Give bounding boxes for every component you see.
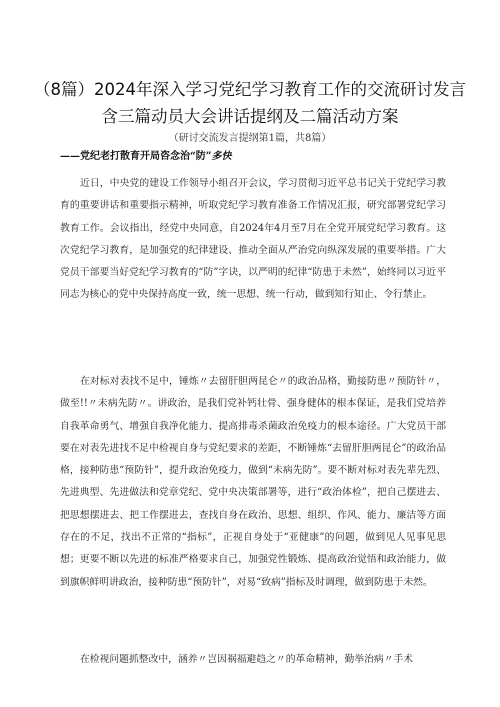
document-title (28, 76, 472, 130)
tagline-italic-text: 多快 (211, 151, 232, 162)
title-line-2: 含三篇动员大会讲话提纲及二篇活动方案 (101, 107, 399, 126)
body-paragraph-3: 在检视问题抓整改中，涵养〃岂因祸福避趋之〃的革命精神，勤举治病〃手术 (80, 654, 414, 665)
title-line-1: （8篇）2024年深入学习党纪学习教育工作的交流研讨发言 (34, 80, 466, 99)
section-tagline (60, 150, 232, 164)
document-subtitle: （研讨交流发言提纲第1篇，共8篇） (168, 133, 332, 144)
body-paragraph-2: 在对标对表找不足中，锤炼〃去留肝胆两昆仑〃的政治品格，勤接防患〃预防针〃，做至!!〃未病先防〃。讲政治，是我们党补钙壮骨、强身健体的根本保证，是我们党培养自我革命勇气、增强自我净化能力、提高排毒杀菌政治免疫力的根本途径。广大党员干部要在对表先进找不足中检视自身与党纪要求的差距，不断锤炼“去留肝胆两昆仑”的政治品格，接种防患“预防针”，提升政治免疫力，做到“未病先防”。要不断对标对表先辈先烈、先进典型、先进做法和党章党纪、党中央决策部署等，进行“政治体检”，把自己摆进去、把思想摆进去、把工作摆进去，查找自身在政治、思想、组织、作风、能力、廉洁等方面存在的不足，找出不正常的“指标”，正视自身处于“亚健康”的问题，做到见人见事见思想；更要不断以先进的标准严格要求自己，加强党性锻炼、提高政治觉悟和政治能力，做到旗帜鲜明讲政治，接种防患“预防针”，对易“致病”指标及时调理，做到防患于未然。 (60, 376, 446, 588)
tagline-text: ——党纪老打散育开局咨念治“防” (60, 151, 212, 162)
body-paragraph-1: 近日，中央党的建设工作领导小组召开会议，学习贯彻习近平总书记关于党纪学习教育的重要讲话和重要指示精神，听取党纪学习教育准备工作情况汇报，研究部署党纪学习教育工作。会议指出，经党中央同意，自2024年4月至7月在全党开展党纪学习教育。这次党纪学习教育，是加强党的纪律建设、推动全面从严治党向纵深发展的重要举措。广大党员干部要当好党纪学习教育的“防”字诀，以严明的纪律“防患于未然”，始终同以习近平同志为核心的党中央保持高度一致，统一思想、统一行动，做到知行知止、令行禁止。 (60, 178, 446, 301)
